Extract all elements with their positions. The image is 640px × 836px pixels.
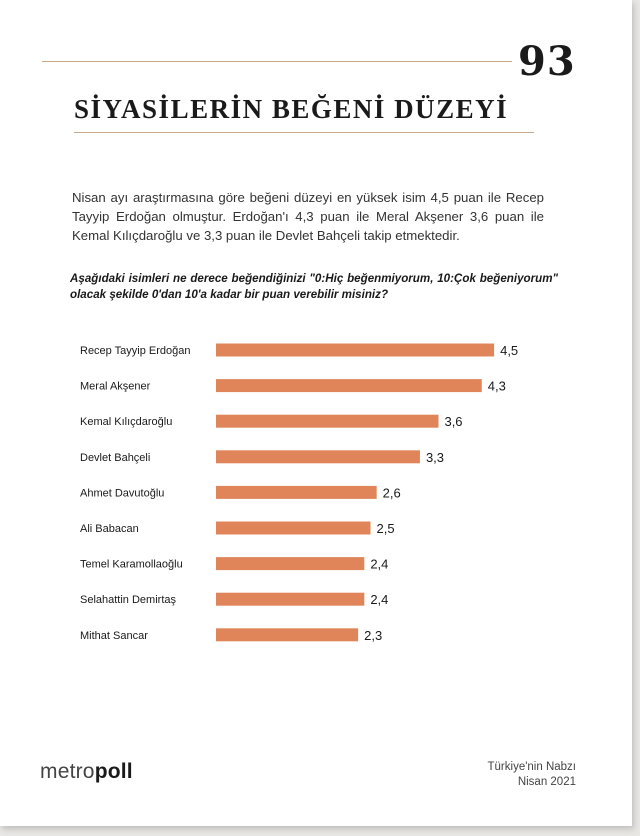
bar — [216, 593, 364, 606]
bar — [216, 344, 494, 357]
title-underline — [74, 132, 534, 133]
category-label: Temel Karamollaoğlu — [80, 558, 183, 571]
value-label: 2,6 — [382, 485, 401, 501]
category-label: Ahmet Davutoğlu — [80, 487, 165, 500]
value-label: 2,5 — [376, 521, 395, 536]
source-date: Nisan 2021 — [517, 776, 576, 788]
approval-bar-chart — [60, 336, 560, 666]
metropoll-logo — [40, 760, 133, 784]
category-label: Mithat Sancar — [80, 629, 148, 642]
category-label: Recep Tayyip Erdoğan — [80, 345, 191, 357]
bar — [216, 557, 364, 570]
category-label: Devlet Bahçeli — [80, 451, 151, 464]
value-label: 4,3 — [487, 378, 506, 394]
value-label: 2,4 — [370, 592, 389, 608]
category-label: Kemal Kılıçdaroğlu — [80, 416, 173, 429]
value-label: 2,3 — [364, 627, 383, 643]
logo-light-text: metro — [40, 760, 95, 783]
value-label: 4,5 — [500, 343, 519, 358]
bar — [216, 522, 371, 535]
page-number: 93 — [518, 38, 576, 85]
category-label: Meral Akşener — [80, 380, 151, 393]
header-rule — [42, 61, 512, 62]
logo-bold-text: poll — [94, 760, 133, 783]
bar — [216, 450, 420, 463]
category-label: Ali Babacan — [80, 523, 139, 535]
bar — [216, 486, 377, 499]
category-label: Selahattin Demirtaş — [80, 594, 176, 607]
bar — [216, 628, 358, 641]
survey-question: Aşağıdaki isimleri ne derece beğendiğinizi "0:Hiç beğenmiyorum, 10:Çok beğeniyorum" olacak şekilde 0'dan 10'a kadar bir puan verebilir misiniz? — [70, 272, 558, 301]
source-title: Türkiye'nin Nabzı — [487, 761, 576, 773]
section-title: SİYASİLERİN BEĞENİ DÜZEYİ — [74, 94, 509, 124]
value-label: 3,6 — [444, 414, 463, 430]
bar — [216, 415, 438, 428]
value-label: 2,4 — [370, 556, 389, 572]
bar — [216, 379, 482, 392]
value-label: 3,3 — [425, 449, 445, 465]
intro-paragraph: Nisan ayı araştırmasına göre beğeni düzeyi en yüksek isim 4,5 puan ile Recep Tayyip Erdoğan olmuştur. Erdoğan'ı 4,3 puan ile Meral Akşener 3,6 puan ile Kemal Kılıçdaroğlu ve 3,3 puan ile Devlet Bahçeli takip etmektedir. — [72, 190, 544, 243]
source-footer — [440, 760, 576, 790]
